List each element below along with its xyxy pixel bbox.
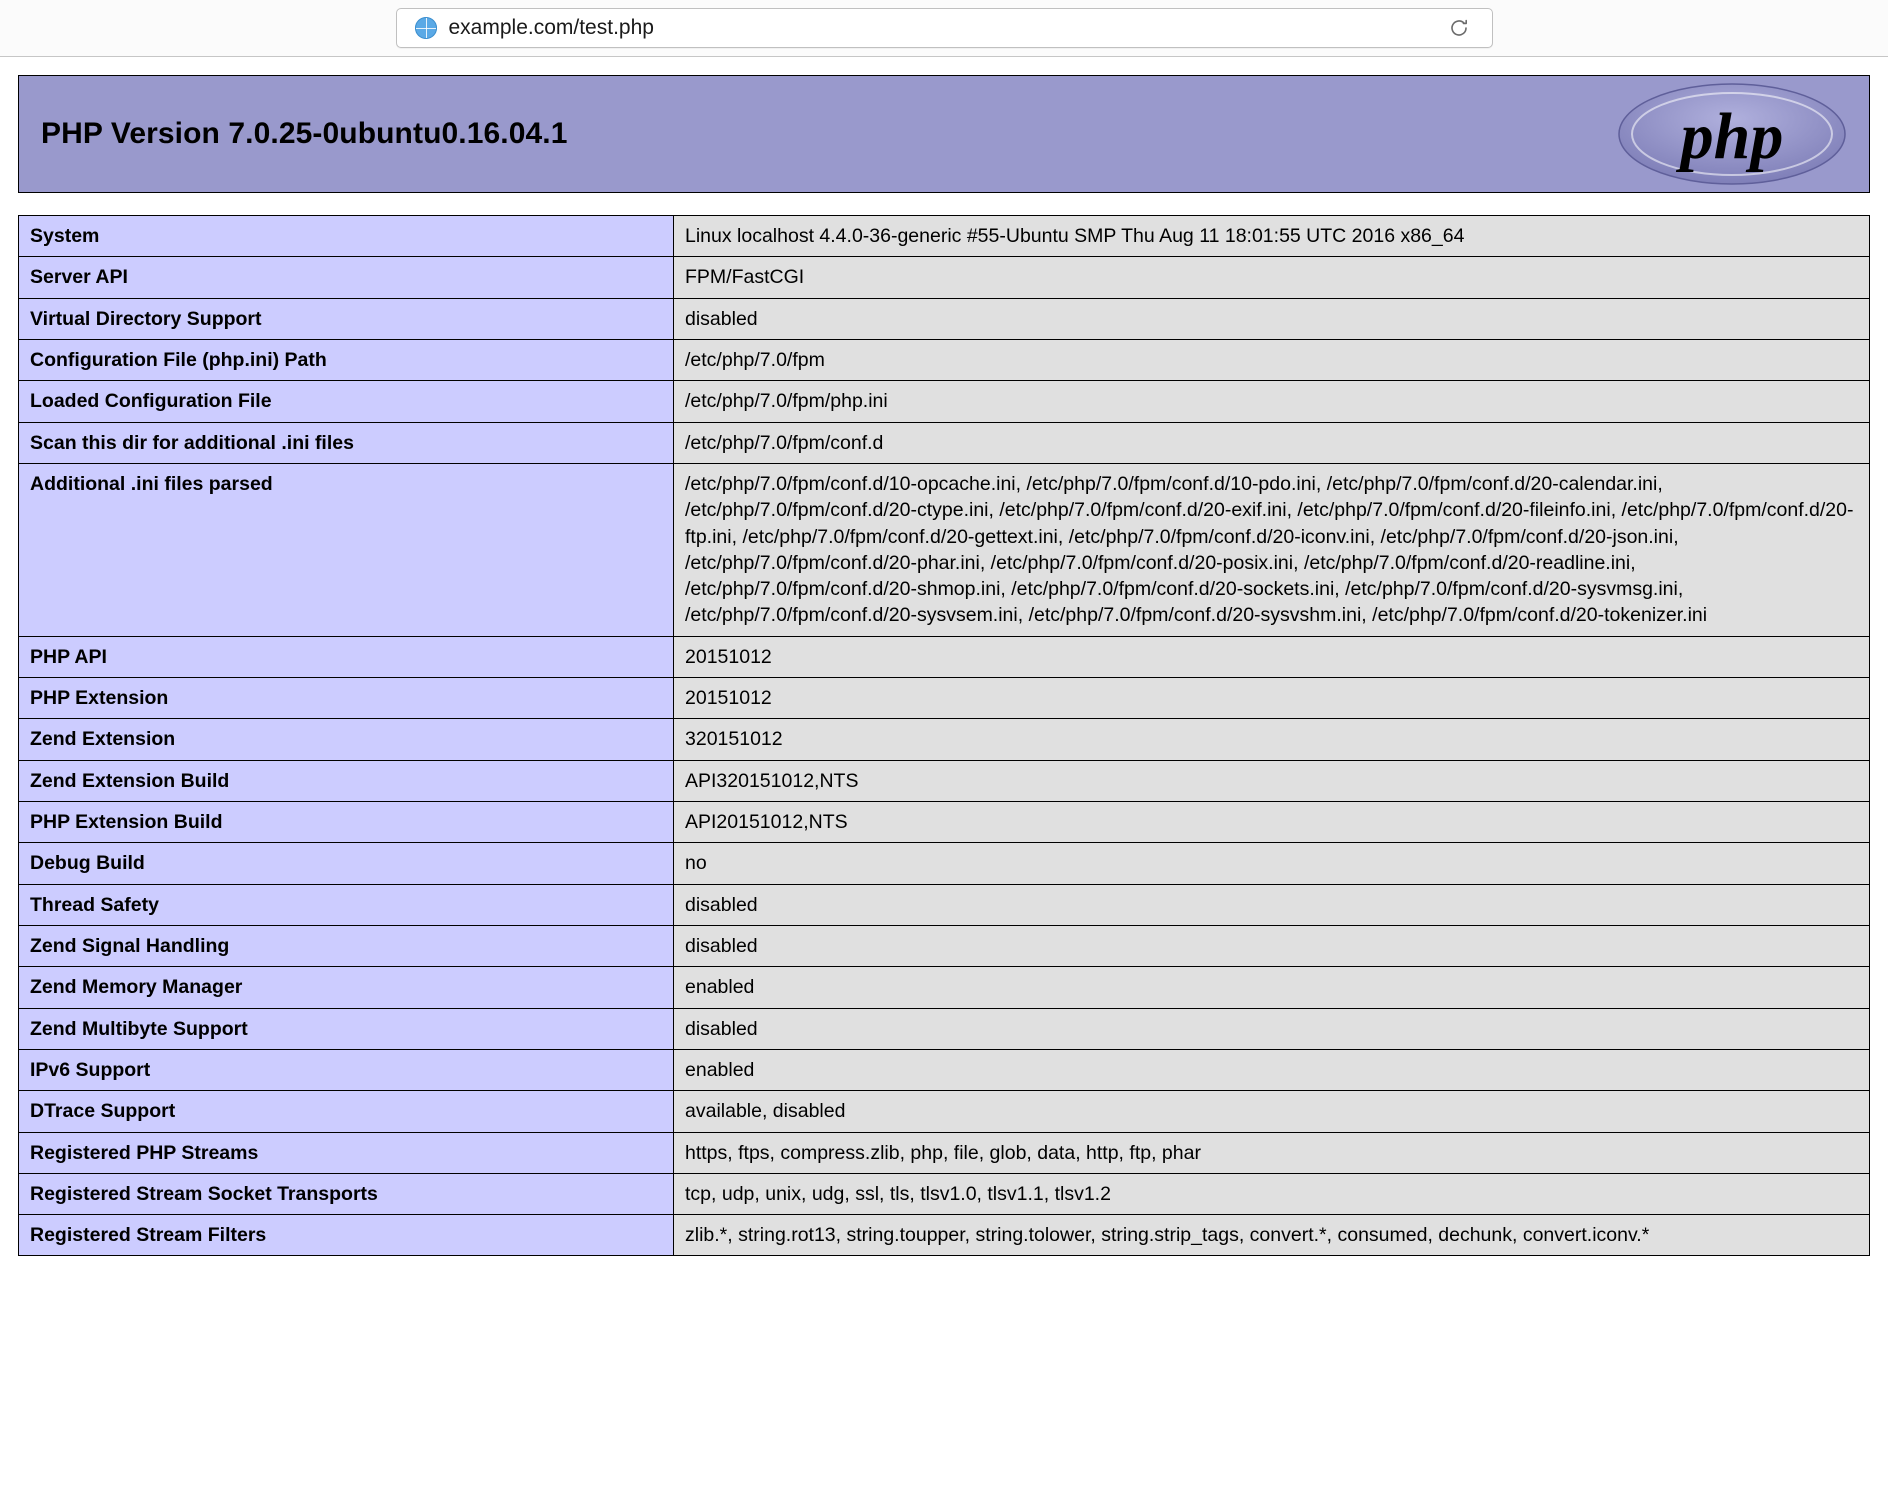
table-cell-key: Registered Stream Socket Transports	[19, 1173, 674, 1214]
table-row	[19, 463, 1870, 636]
table-row	[19, 1215, 1870, 1256]
table-cell-value: disabled	[674, 884, 1870, 925]
table-row	[19, 967, 1870, 1008]
table-row	[19, 1049, 1870, 1090]
table-cell-value: enabled	[674, 1049, 1870, 1090]
table-cell-key: Zend Multibyte Support	[19, 1008, 674, 1049]
table-row	[19, 1091, 1870, 1132]
table-row	[19, 422, 1870, 463]
page-title: PHP Version 7.0.25-0ubuntu0.16.04.1	[41, 117, 568, 150]
table-row	[19, 760, 1870, 801]
table-cell-value: /etc/php/7.0/fpm/conf.d/10-opcache.ini, /etc/php/7.0/fpm/conf.d/10-pdo.ini, /etc/php/7.0/fpm/conf.d/20-calendar.ini, /etc/php/7.0/fpm/conf.d/20-ctype.ini, /etc/php/7.0/fpm/conf.d/20-exif.ini, /etc/php/7.0/fpm/conf.d/20-fileinfo.ini, /etc/php/7.0/fpm/conf.d/20-ftp.ini, /etc/php/7.0/fpm/conf.d/20-gettext.ini, /etc/php/7.0/fpm/conf.d/20-iconv.ini, /etc/php/7.0/fpm/conf.d/20-json.ini, /etc/php/7.0/fpm/conf.d/20-phar.ini, /etc/php/7.0/fpm/conf.d/20-posix.ini, /etc/php/7.0/fpm/conf.d/20-readline.ini, /etc/php/7.0/fpm/conf.d/20-shmop.ini, /etc/php/7.0/fpm/conf.d/20-sockets.ini, /etc/php/7.0/fpm/conf.d/20-sysvmsg.ini, /etc/php/7.0/fpm/conf.d/20-sysvsem.ini, /etc/php/7.0/fpm/conf.d/20-sysvshm.ini, /etc/php/7.0/fpm/conf.d/20-tokenizer.ini	[674, 463, 1870, 636]
table-cell-key: Scan this dir for additional .ini files	[19, 422, 674, 463]
table-row	[19, 802, 1870, 843]
phpinfo-page	[0, 57, 1888, 1256]
table-cell-value: FPM/FastCGI	[674, 257, 1870, 298]
table-cell-value: https, ftps, compress.zlib, php, file, glob, data, http, ftp, phar	[674, 1132, 1870, 1173]
table-cell-key: DTrace Support	[19, 1091, 674, 1132]
table-row	[19, 636, 1870, 677]
table-cell-key: PHP Extension	[19, 678, 674, 719]
table-row	[19, 257, 1870, 298]
table-cell-key: Zend Memory Manager	[19, 967, 674, 1008]
table-row	[19, 1173, 1870, 1214]
table-cell-key: IPv6 Support	[19, 1049, 674, 1090]
table-cell-value: enabled	[674, 967, 1870, 1008]
php-logo	[1617, 82, 1847, 186]
table-cell-value: disabled	[674, 925, 1870, 966]
table-cell-value: /etc/php/7.0/fpm	[674, 339, 1870, 380]
table-row	[19, 339, 1870, 380]
table-cell-key: System	[19, 216, 674, 257]
browser-toolbar	[0, 0, 1888, 57]
reload-icon[interactable]	[1448, 17, 1470, 39]
table-cell-key: Loaded Configuration File	[19, 381, 674, 422]
table-cell-value: /etc/php/7.0/fpm/php.ini	[674, 381, 1870, 422]
phpinfo-header	[18, 75, 1870, 193]
table-cell-value: /etc/php/7.0/fpm/conf.d	[674, 422, 1870, 463]
table-cell-key: Server API	[19, 257, 674, 298]
table-cell-key: Additional .ini files parsed	[19, 463, 674, 636]
table-cell-key: Virtual Directory Support	[19, 298, 674, 339]
phpinfo-table-body	[19, 216, 1870, 1256]
table-cell-key: Zend Extension Build	[19, 760, 674, 801]
table-cell-value: 20151012	[674, 636, 1870, 677]
table-cell-key: PHP API	[19, 636, 674, 677]
table-row	[19, 381, 1870, 422]
table-cell-value: zlib.*, string.rot13, string.toupper, string.tolower, string.strip_tags, convert.*, consumed, dechunk, convert.iconv.*	[674, 1215, 1870, 1256]
table-cell-key: Thread Safety	[19, 884, 674, 925]
table-row	[19, 719, 1870, 760]
table-cell-key: Debug Build	[19, 843, 674, 884]
table-cell-value: API320151012,NTS	[674, 760, 1870, 801]
table-row	[19, 216, 1870, 257]
address-bar-url: example.com/test.php	[448, 16, 654, 39]
table-row	[19, 1008, 1870, 1049]
table-row	[19, 884, 1870, 925]
address-bar[interactable]	[396, 8, 1493, 48]
table-cell-value: available, disabled	[674, 1091, 1870, 1132]
table-cell-value: 320151012	[674, 719, 1870, 760]
table-cell-value: disabled	[674, 298, 1870, 339]
table-cell-key: Zend Extension	[19, 719, 674, 760]
table-row	[19, 1132, 1870, 1173]
table-cell-value: tcp, udp, unix, udg, ssl, tls, tlsv1.0, tlsv1.1, tlsv1.2	[674, 1173, 1870, 1214]
table-row	[19, 925, 1870, 966]
svg-text:php: php	[1680, 100, 1784, 173]
table-cell-value: no	[674, 843, 1870, 884]
table-cell-value: Linux localhost 4.4.0-36-generic #55-Ubuntu SMP Thu Aug 11 18:01:55 UTC 2016 x86_64	[674, 216, 1870, 257]
table-row	[19, 678, 1870, 719]
phpinfo-table	[18, 215, 1870, 1256]
table-cell-value: API20151012,NTS	[674, 802, 1870, 843]
globe-icon	[415, 17, 437, 39]
table-row	[19, 298, 1870, 339]
table-cell-key: PHP Extension Build	[19, 802, 674, 843]
table-cell-key: Zend Signal Handling	[19, 925, 674, 966]
table-cell-value: disabled	[674, 1008, 1870, 1049]
table-row	[19, 843, 1870, 884]
table-cell-key: Registered PHP Streams	[19, 1132, 674, 1173]
table-cell-key: Registered Stream Filters	[19, 1215, 674, 1256]
table-cell-value: 20151012	[674, 678, 1870, 719]
table-cell-key: Configuration File (php.ini) Path	[19, 339, 674, 380]
